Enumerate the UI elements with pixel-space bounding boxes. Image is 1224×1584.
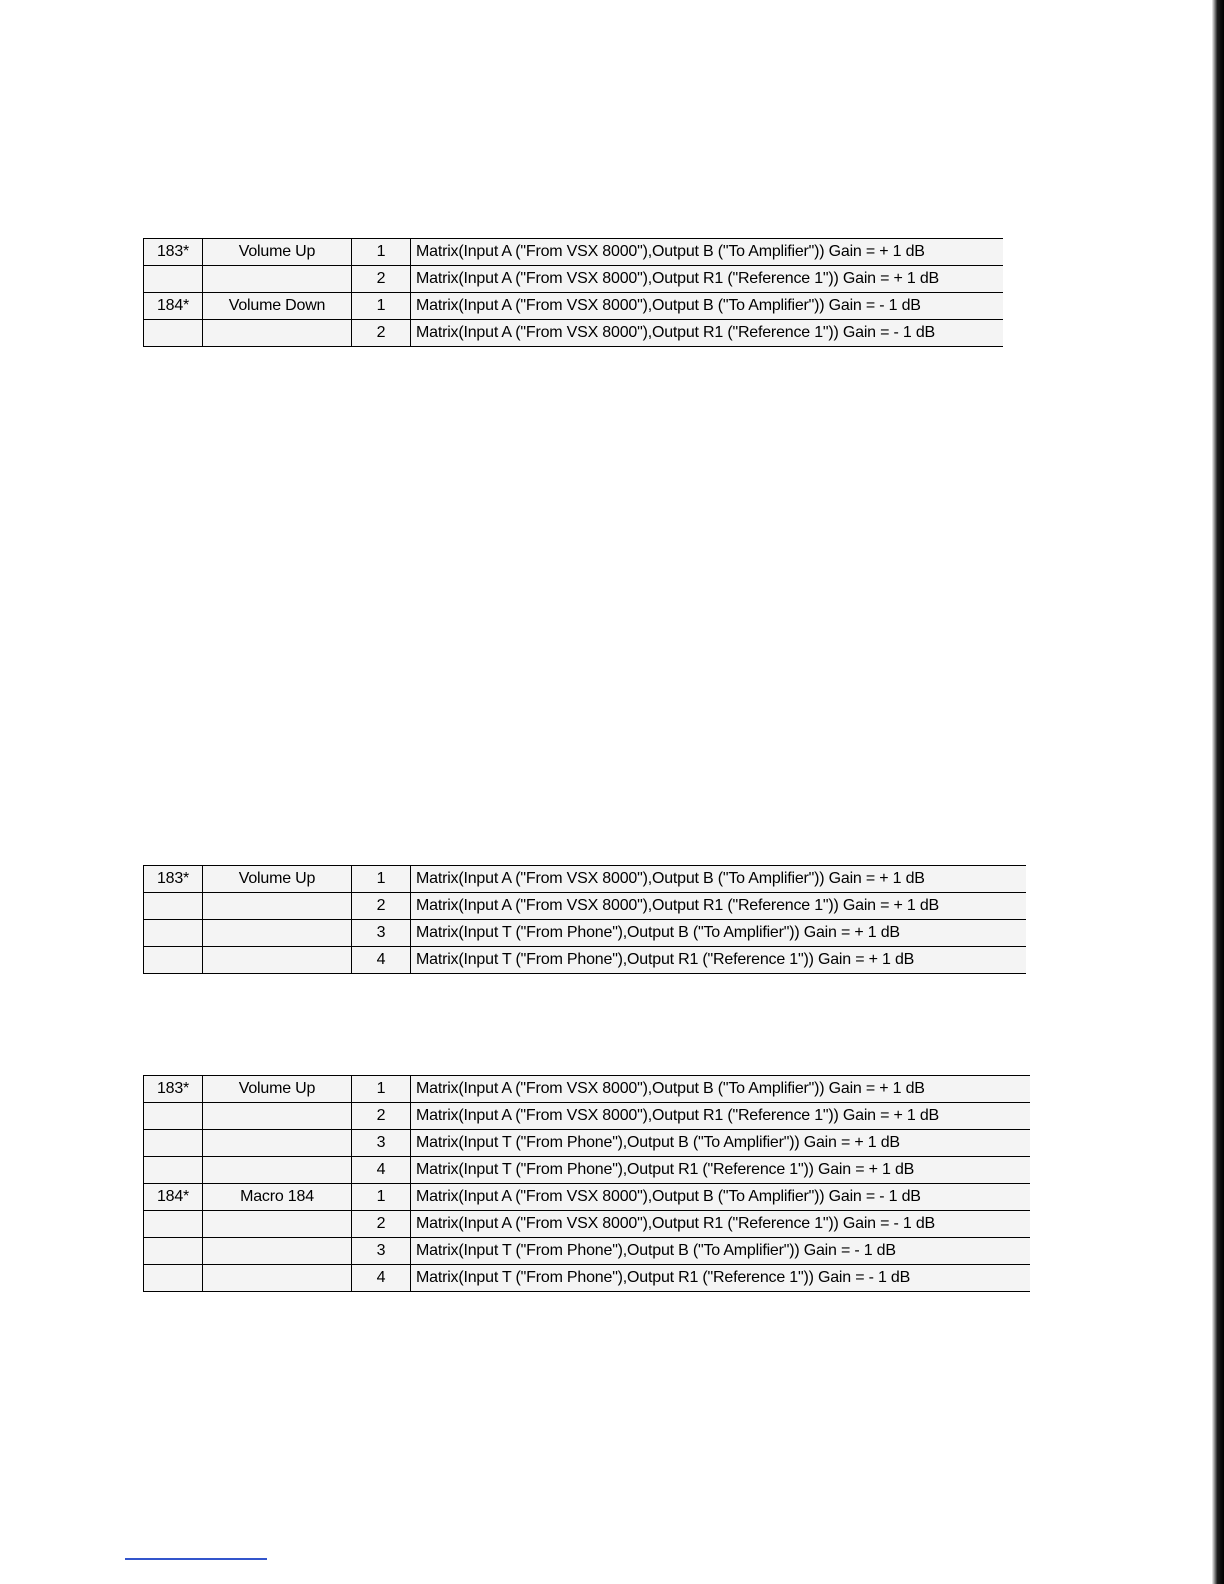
macro-table-volume-up-down <box>143 1075 1030 1292</box>
macro-table-volume-up <box>143 865 1026 974</box>
step-number-cell: 2 <box>352 893 411 920</box>
macro-name-cell <box>203 947 352 974</box>
table-row <box>144 239 1004 266</box>
macro-name-cell <box>203 1130 352 1157</box>
table-row <box>144 920 1027 947</box>
command-cell: Matrix(Input A ("From VSX 8000"),Output R1 ("Reference 1")) Gain = - 1 dB <box>411 320 1004 347</box>
step-number-cell: 2 <box>352 1103 411 1130</box>
macro-name-cell <box>203 1238 352 1265</box>
table-row <box>144 1130 1031 1157</box>
macro-number-cell <box>144 1130 203 1157</box>
command-cell: Matrix(Input A ("From VSX 8000"),Output B ("To Amplifier")) Gain = + 1 dB <box>411 1076 1031 1103</box>
table-row <box>144 1184 1031 1211</box>
page-edge-bar <box>1212 0 1224 1584</box>
macro-number-cell <box>144 320 203 347</box>
macro-name-cell <box>203 893 352 920</box>
macro-name-cell <box>203 1157 352 1184</box>
command-cell: Matrix(Input A ("From VSX 8000"),Output B ("To Amplifier")) Gain = - 1 dB <box>411 1184 1031 1211</box>
table-row <box>144 1103 1031 1130</box>
step-number-cell: 3 <box>352 1238 411 1265</box>
command-cell: Matrix(Input A ("From VSX 8000"),Output R1 ("Reference 1")) Gain = + 1 dB <box>411 893 1027 920</box>
macro-name-cell <box>203 1265 352 1292</box>
step-number-cell: 1 <box>352 1184 411 1211</box>
macro-name-cell: Macro 184 <box>203 1184 352 1211</box>
command-cell: Matrix(Input A ("From VSX 8000"),Output R1 ("Reference 1")) Gain = + 1 dB <box>411 266 1004 293</box>
table-row <box>144 947 1027 974</box>
macro-name-cell <box>203 320 352 347</box>
macro-name-cell: Volume Up <box>203 866 352 893</box>
macro-name-cell <box>203 1211 352 1238</box>
step-number-cell: 1 <box>352 866 411 893</box>
macro-number-cell <box>144 920 203 947</box>
macro-number-cell: 183* <box>144 239 203 266</box>
macro-number-cell <box>144 893 203 920</box>
macro-number-cell <box>144 1265 203 1292</box>
step-number-cell: 3 <box>352 920 411 947</box>
command-cell: Matrix(Input T ("From Phone"),Output R1 ("Reference 1")) Gain = + 1 dB <box>411 947 1027 974</box>
command-cell: Matrix(Input T ("From Phone"),Output R1 ("Reference 1")) Gain = - 1 dB <box>411 1265 1031 1292</box>
table-row <box>144 1076 1031 1103</box>
table-row <box>144 866 1027 893</box>
macro-number-cell <box>144 1103 203 1130</box>
command-cell: Matrix(Input A ("From VSX 8000"),Output B ("To Amplifier")) Gain = - 1 dB <box>411 293 1004 320</box>
step-number-cell: 2 <box>352 1211 411 1238</box>
table-row <box>144 266 1004 293</box>
command-cell: Matrix(Input A ("From VSX 8000"),Output R1 ("Reference 1")) Gain = + 1 dB <box>411 1103 1031 1130</box>
table-row <box>144 1211 1031 1238</box>
table-row <box>144 1238 1031 1265</box>
macro-number-cell: 183* <box>144 866 203 893</box>
step-number-cell: 1 <box>352 239 411 266</box>
footnote-separator <box>125 1558 267 1560</box>
table-row <box>144 320 1004 347</box>
command-cell: Matrix(Input T ("From Phone"),Output B ("To Amplifier")) Gain = - 1 dB <box>411 1238 1031 1265</box>
macro-name-cell <box>203 1103 352 1130</box>
macro-name-cell: Volume Up <box>203 239 352 266</box>
table-row <box>144 1265 1031 1292</box>
command-cell: Matrix(Input T ("From Phone"),Output B ("To Amplifier")) Gain = + 1 dB <box>411 1130 1031 1157</box>
step-number-cell: 4 <box>352 1157 411 1184</box>
table-row <box>144 893 1027 920</box>
macro-name-cell <box>203 266 352 293</box>
macro-number-cell <box>144 266 203 293</box>
step-number-cell: 4 <box>352 1265 411 1292</box>
macro-number-cell <box>144 1238 203 1265</box>
macro-number-cell: 184* <box>144 1184 203 1211</box>
macro-name-cell: Volume Down <box>203 293 352 320</box>
macro-name-cell: Volume Up <box>203 1076 352 1103</box>
macro-table-volume <box>143 238 1003 347</box>
table-row <box>144 1157 1031 1184</box>
macro-number-cell <box>144 947 203 974</box>
macro-number-cell: 184* <box>144 293 203 320</box>
command-cell: Matrix(Input T ("From Phone"),Output B ("To Amplifier")) Gain = + 1 dB <box>411 920 1027 947</box>
macro-name-cell <box>203 920 352 947</box>
step-number-cell: 3 <box>352 1130 411 1157</box>
command-cell: Matrix(Input A ("From VSX 8000"),Output R1 ("Reference 1")) Gain = - 1 dB <box>411 1211 1031 1238</box>
step-number-cell: 4 <box>352 947 411 974</box>
macro-number-cell <box>144 1157 203 1184</box>
step-number-cell: 1 <box>352 1076 411 1103</box>
step-number-cell: 2 <box>352 320 411 347</box>
command-cell: Matrix(Input T ("From Phone"),Output R1 ("Reference 1")) Gain = + 1 dB <box>411 1157 1031 1184</box>
command-cell: Matrix(Input A ("From VSX 8000"),Output B ("To Amplifier")) Gain = + 1 dB <box>411 239 1004 266</box>
macro-number-cell: 183* <box>144 1076 203 1103</box>
table-row <box>144 293 1004 320</box>
step-number-cell: 2 <box>352 266 411 293</box>
macro-number-cell <box>144 1211 203 1238</box>
command-cell: Matrix(Input A ("From VSX 8000"),Output B ("To Amplifier")) Gain = + 1 dB <box>411 866 1027 893</box>
step-number-cell: 1 <box>352 293 411 320</box>
